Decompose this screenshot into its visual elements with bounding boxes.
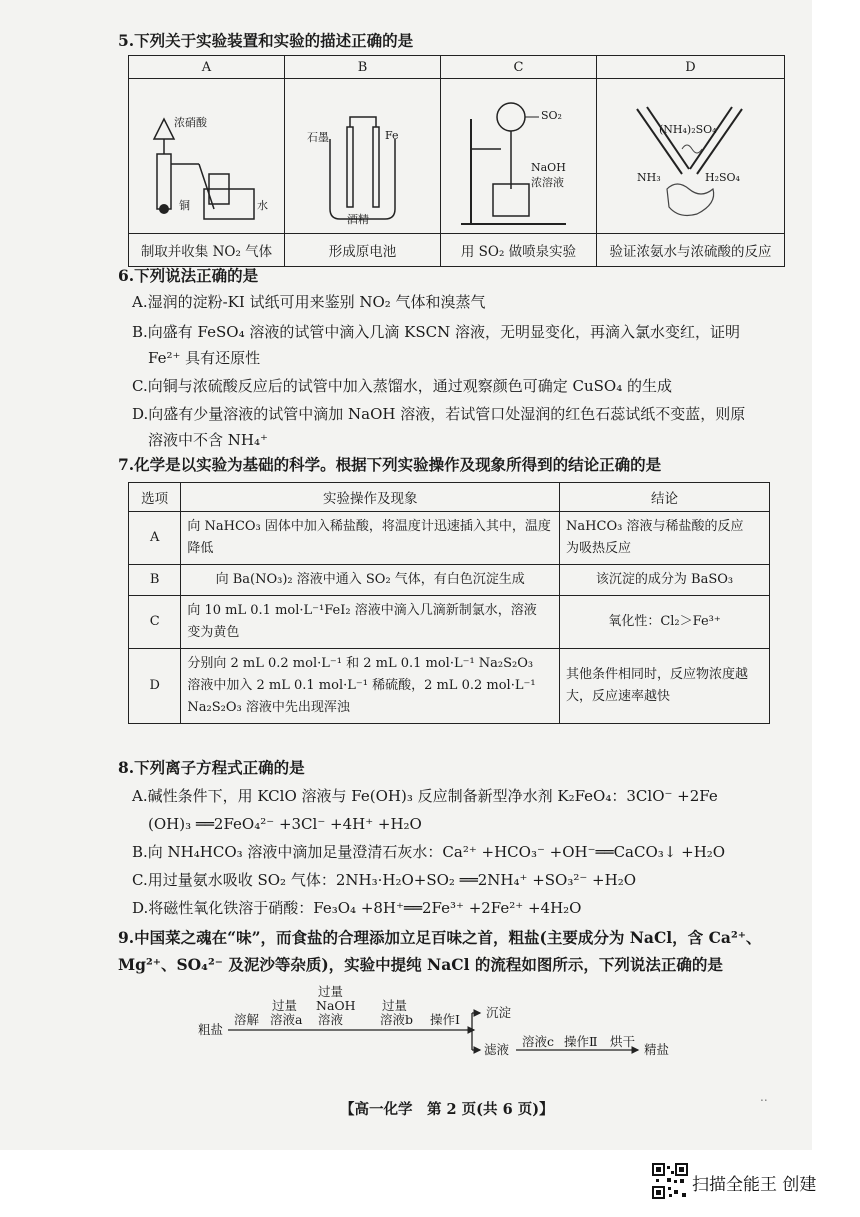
flow-fine-salt: 精盐 [644,1042,670,1057]
q7-table [128,482,770,724]
watermark-text: 扫描全能王 创建 [692,1175,817,1195]
footer-dot: .. [760,1090,768,1104]
q5-apparatus-d [597,79,785,234]
label-so2: SO₂ [541,109,562,122]
q6-option-b-cont: Fe²⁺ 具有还原性 [148,349,261,367]
q8-option-d: D.将磁性氧化铁溶于硝酸：Fe₃O₄ +8H⁺══2Fe³⁺ +2Fe²⁺ +4H₂O [132,899,582,917]
q7-header-conclusion: 结论 [560,483,770,512]
flow-excess-naoh-1: 过量 [318,984,344,999]
q5-apparatus-c [441,79,597,234]
q8-option-a: A.碱性条件下，用 KClO 溶液与 Fe(OH)₃ 反应制备新型净水剂 K₂FeO₄：3ClO⁻ +2Fe [132,787,718,805]
q8-option-c: C.用过量氨水吸收 SO₂ 气体：2NH₃·H₂O+SO₂ ══2NH₄⁺ +SO₃²⁻ +H₂O [132,871,637,889]
q5-stem: 5.下列关于实验装置和实验的描述正确的是 [118,31,414,50]
label-nh3: NH₃ [637,171,661,184]
q5-caption-d: 验证浓氨水与浓硫酸的反应 [597,234,785,267]
page-footer: 【高一化学 第 2 页(共 6 页)】 [340,1101,554,1118]
flow-excess-naoh-3: 溶液 [318,1012,344,1027]
q7-header-operation: 实验操作及现象 [181,483,560,512]
flow-solution-c: 溶液c [522,1034,555,1049]
q8-stem: 8.下列离子方程式正确的是 [118,758,305,777]
apparatus-c-diagram [441,79,596,229]
q8-option-a-cont: (OH)₃ ══2FeO₄²⁻ +3Cl⁻ +4H⁺ +H₂O [148,815,422,833]
flow-crude-salt: 粗盐 [198,1022,224,1037]
label-iron: Fe [385,129,399,142]
q5-apparatus-b [285,79,441,234]
q6-option-d-cont: 溶液中不含 NH₄⁺ [148,431,268,449]
q7-row-c-option: C [129,596,181,649]
q7-row-d-option: D [129,649,181,724]
label-water: 水 [257,199,268,212]
q5-caption-c: 用 SO₂ 做喷泉实验 [441,234,597,267]
flow-excess-naoh-2: NaOH [316,998,356,1013]
label-h2so4: H₂SO₄ [705,171,740,184]
q8-option-b: B.向 NH₄HCO₃ 溶液中滴加足量澄清石灰水：Ca²⁺ +HCO₃⁻ +OH⁻══CaCO₃↓ +H₂O [132,843,726,861]
flow-filtrate: 滤液 [484,1042,510,1057]
label-alcohol: 酒精 [347,213,369,226]
apparatus-b-diagram [285,79,440,229]
apparatus-d-diagram [597,79,784,229]
flow-dissolve: 溶解 [234,1012,260,1027]
flow-excess-a-2: 溶液a [270,1012,303,1027]
label-naoh: NaOH [531,161,566,174]
q6-option-c: C.向铜与浓硫酸反应后的试管中加入蒸馏水，通过观察颜色可确定 CuSO₄ 的生成 [132,377,672,395]
q7-header-option: 选项 [129,483,181,512]
label-copper: 铜 [179,199,190,212]
q7-row-a-option: A [129,512,181,565]
q5-caption-b: 形成原电池 [285,234,441,267]
q7-row-b-option: B [129,565,181,596]
label-conc-solution: 浓溶液 [531,176,564,189]
q9-stem: 9.中国菜之魂在“味”，而食盐的合理添加立足百味之首，粗盐(主要成分为 NaCl，含 Ca²⁺、 [118,928,762,947]
q5-header-b: B [285,56,441,79]
flow-operation-2: 操作Ⅱ [564,1034,598,1049]
q6-option-d: D.向盛有少量溶液的试管中滴加 NaOH 溶液，若试管口处湿润的红色石蕊试纸不变蓝，则原 [132,405,746,423]
table-row [129,596,770,649]
q5-header-d: D [597,56,785,79]
flow-excess-a-1: 过量 [272,998,298,1013]
q7-row-c-operation: 向 10 mL 0.1 mol·L⁻¹FeI₂ 溶液中滴入几滴新制氯水，溶液 变为黄色 [181,596,560,649]
q9-flowchart [198,985,718,1065]
q7-row-a-operation: 向 NaHCO₃ 固体中加入稀盐酸，将温度计迅速插入其中，温度 降低 [181,512,560,565]
q7-row-c-conclusion: 氧化性：Cl₂＞Fe³⁺ [560,596,770,649]
q6-stem: 6.下列说法正确的是 [118,266,259,285]
q7-row-d-conclusion: 其他条件相同时，反应物浓度越 大，反应速率越快 [560,649,770,724]
q6-option-a: A.湿润的淀粉-KI 试纸可用来鉴别 NO₂ 气体和溴蒸气 [132,293,486,311]
label-conc-nitric-acid: 浓硝酸 [174,116,207,129]
q9-stem-cont: Mg²⁺、SO₄²⁻ 及泥沙等杂质)，实验中提纯 NaCl 的流程如图所示，下列说法正确的是 [118,955,723,974]
flow-dry: 烘干 [610,1034,636,1049]
label-ammonium-sulfate: (NH₄)₂SO₄ [659,123,717,136]
qr-code-icon [652,1163,688,1199]
table-row [129,512,770,565]
q7-row-d-operation: 分别向 2 mL 0.2 mol·L⁻¹ 和 2 mL 0.1 mol·L⁻¹ Na₂S₂O₃ 溶液中加入 2 mL 0.1 mol·L⁻¹ 稀硫酸，2 mL 0.2 mol·L⁻¹ Na₂S₂O₃ 溶液中先出现浑浊 [181,649,560,724]
q7-row-b-conclusion: 该沉淀的成分为 BaSO₃ [560,565,770,596]
table-row [129,565,770,596]
q7-row-b-operation: 向 Ba(NO₃)₂ 溶液中通入 SO₂ 气体，有白色沉淀生成 [181,565,560,596]
q5-header-a: A [129,56,285,79]
flow-excess-b-1: 过量 [382,998,408,1013]
label-graphite: 石墨 [307,131,329,144]
q5-header-c: C [441,56,597,79]
q5-apparatus-a [129,79,285,234]
flow-precipitate: 沉淀 [486,1005,512,1020]
table-row [129,649,770,724]
q5-table [128,55,785,267]
flow-excess-b-2: 溶液b [380,1012,414,1027]
flow-operation-1: 操作Ⅰ [430,1012,460,1027]
q5-caption-a: 制取并收集 NO₂ 气体 [129,234,285,267]
q6-option-b: B.向盛有 FeSO₄ 溶液的试管中滴入几滴 KSCN 溶液，无明显变化，再滴入氯水变红，证明 [132,323,741,341]
q7-stem: 7.化学是以实验为基础的科学。根据下列实验操作及现象所得到的结论正确的是 [118,455,662,474]
q7-row-a-conclusion: NaHCO₃ 溶液与稀盐酸的反应 为吸热反应 [560,512,770,565]
